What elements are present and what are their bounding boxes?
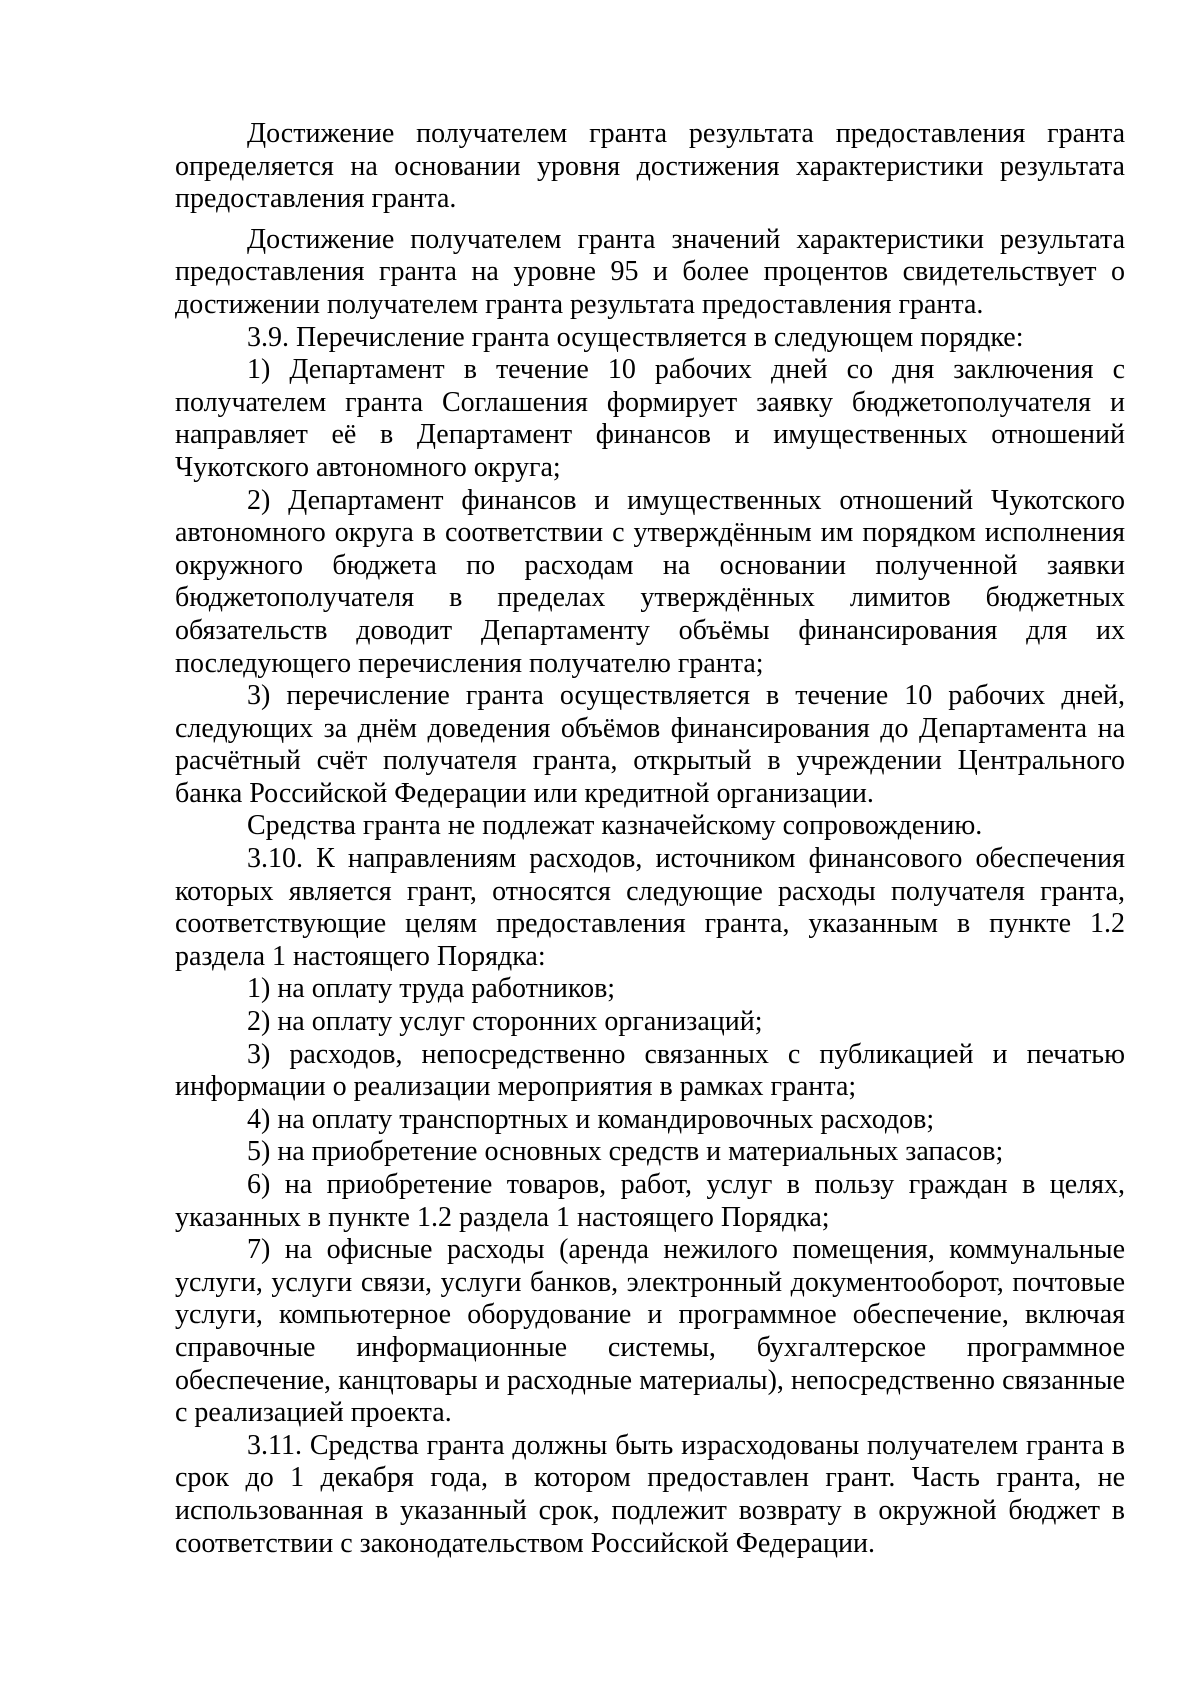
paragraph-3-11: 3.11. Средства гранта должны быть израсходованы получателем гранта в срок до 1 декабря года, в котором предоставлен грант. Часть гранта, не использованная в указанный срок, подлежит возврату в окружной бюджет в соответствии с законодательством Российской Федерации. xyxy=(175,1429,1125,1559)
paragraph-3-9-item-2: 2) Департамент финансов и имущественных отношений Чукотского автономного округа в соответствии с утверждённым им порядком исполнения окружного бюджета по расходам на основании полученной заявки бюджетополучателя в пределах утверждённых лимитов бюджетных обязательств доводит Департаменту объёмы финансирования для их последующего перечисления получателю гранта; xyxy=(175,484,1125,679)
paragraph-3-10-item-5: 5) на приобретение основных средств и материальных запасов; xyxy=(247,1136,1004,1168)
paragraph-3-10-item-6: 6) на приобретение товаров, работ, услуг в пользу граждан в целях, указанных в пункте 1.2 раздела 1 настоящего Порядка; xyxy=(175,1169,1125,1233)
paragraph-3-10-item-4: 4) на оплату транспортных и командировочных расходов; xyxy=(247,1103,935,1135)
paragraph-3-9-item-3: 3) перечисление гранта осуществляется в течение 10 рабочих дней, следующих за днём доведения объёмов финансирования до Департамента на расчётный счёт получателя гранта, открытый в учреждении Центрального банка Российской Федерации или кредитной организации. xyxy=(175,680,1125,809)
paragraph-3-9-item-1: 1) Департамент в течение 10 рабочих дней со дня заключения с получателем гранта Соглашения формирует заявку бюджетополучателя и направляет её в Департамент финансов и имущественных отношений Чукотского автономного округа; xyxy=(175,354,1125,483)
paragraph-2: Достижение получателем гранта значений характеристики результата предоставления гранта на уровне 95 и более процентов свидетельствует о достижении получателем гранта результата предоставления гранта. xyxy=(175,223,1125,320)
paragraph-3-10: 3.10. К направлениям расходов, источником финансового обеспечения которых является грант, относятся следующие расходы получателя гранта, соответствующие целям предоставления гранта, указанным в пункте 1.2 раздела 1 настоящего Порядка: xyxy=(175,843,1125,972)
paragraph-3-10-item-1: 1) на оплату труда работников; xyxy=(247,973,616,1005)
paragraph-3-10-item-2: 2) на оплату услуг сторонних организаций; xyxy=(247,1006,763,1038)
paragraph-3-10-item-7: 7) на офисные расходы (аренда нежилого помещения, коммунальные услуги, услуги связи, услуги банков, электронный документооборот, почтовые услуги, компьютерное оборудование и программное обеспечение, включая справочные информационные системы, бухгалтерское программное обеспечение, канцтовары и расходные материалы), непосредственно связанные с реализацией проекта. xyxy=(175,1234,1125,1429)
document-page xyxy=(175,118,1125,1560)
paragraph-1: Достижение получателем гранта результата предоставления гранта определяется на основании уровня достижения характеристики результата предоставления гранта. xyxy=(175,118,1125,215)
paragraph-3-9: 3.9. Перечисление гранта осуществляется в следующем порядке: xyxy=(247,321,1024,353)
paragraph-3-10-item-3: 3) расходов, непосредственно связанных с публикацией и печатью информации о реализации мероприятия в рамках гранта; xyxy=(175,1038,1125,1103)
paragraph-treasury: Средства гранта не подлежат казначейскому сопровождению. xyxy=(247,810,983,842)
